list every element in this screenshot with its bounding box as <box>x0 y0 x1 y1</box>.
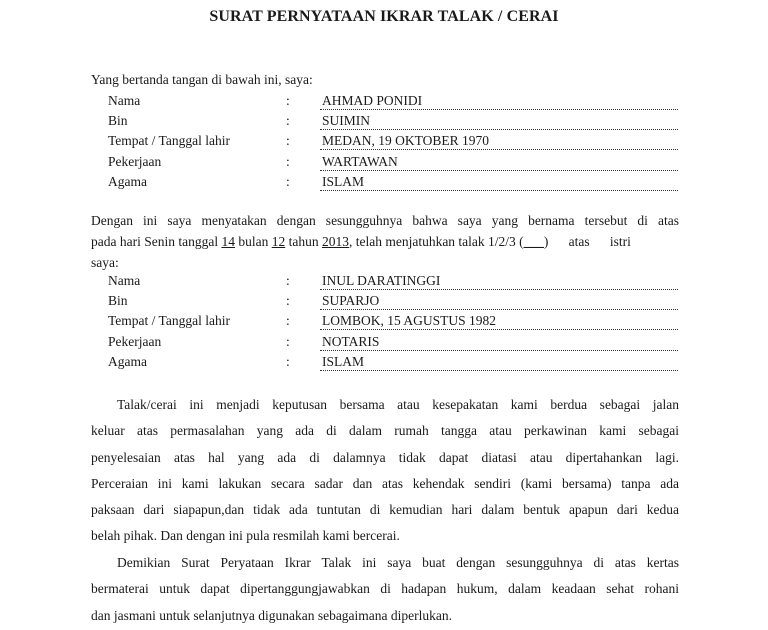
field-colon: : <box>286 173 290 189</box>
field-row-ttl <box>108 133 678 153</box>
field-row-ttl <box>108 313 678 333</box>
dotted-line <box>320 309 678 310</box>
field-colon: : <box>286 133 290 149</box>
body-paragraph-2 <box>91 550 679 629</box>
field-label: Bin <box>108 293 128 309</box>
field-colon: : <box>286 333 290 349</box>
statement-text: ) atas istri <box>543 234 631 249</box>
field-row-agama <box>108 174 678 194</box>
statement-line-1: Dengan ini saya menyatakan dengan sesungguhnya bahwa saya yang bernama tersebut di atas <box>91 213 679 228</box>
husband-religion-value: ISLAM <box>322 173 365 189</box>
paragraph-text: Demikian Surat Peryataan Ikrar Talak ini saya buat dengan sesungguhnya di atas kertas <box>117 555 679 570</box>
dotted-line <box>320 149 678 150</box>
statement-line-2 <box>91 231 679 252</box>
paragraph-line: belah pihak. Dan dengan ini pula resmilah kami bercerai. <box>91 528 400 544</box>
dotted-line <box>320 329 678 330</box>
dotted-line <box>320 109 678 110</box>
field-row-nama <box>108 273 678 293</box>
dotted-line <box>320 350 678 351</box>
husband-job-value: WARTAWAN <box>322 153 398 169</box>
field-label: Pekerjaan <box>108 153 162 169</box>
field-row-nama <box>108 93 678 113</box>
paragraph-line: keluar atas permasalahan yang ada di dalam rumah tangga atau perkawinan kami sebagai <box>91 423 679 439</box>
dotted-line <box>320 289 678 290</box>
intro-text: Yang bertanda tangan di bawah ini, saya: <box>91 72 313 87</box>
field-row-agama <box>108 354 678 374</box>
field-label: Agama <box>108 353 147 369</box>
dotted-line <box>320 370 678 371</box>
dotted-line <box>320 129 678 130</box>
statement-text: , telah menjatuhkan talak 1/2/3 ( <box>348 234 524 249</box>
document-title: SURAT PERNYATAAN IKRAR TALAK / CERAI <box>209 8 559 25</box>
paragraph-text: Talak/cerai ini menjadi keputusan bersama atau kesepakatan kami berdua sebagai jalan <box>117 397 679 412</box>
paragraph-line: bermaterai untuk dapat dipertanggungjawabkan di hadapan hukum, dalam keadaan sehat rohani <box>91 581 679 597</box>
field-colon: : <box>286 353 290 369</box>
field-label: Pekerjaan <box>108 333 162 349</box>
field-colon: : <box>286 113 290 129</box>
field-row-pekerjaan <box>108 154 678 174</box>
statement-paragraph <box>91 210 679 273</box>
day-value: 14 <box>221 234 235 249</box>
field-label: Nama <box>108 93 141 108</box>
field-label: Tempat / Tanggal lahir <box>108 133 230 149</box>
wife-job-value: NOTARIS <box>322 333 380 349</box>
paragraph-line: penyelesaian atas hal yang ada di dalamnya tidak dapat diatasi atau dipertahankan lagi. <box>91 449 679 465</box>
wife-fields <box>108 273 678 374</box>
field-label: Bin <box>108 113 128 129</box>
statement-text: pada hari Senin tanggal <box>91 234 222 249</box>
field-label: Agama <box>108 173 147 189</box>
body-paragraph-1 <box>91 392 679 550</box>
field-colon: : <box>286 153 290 169</box>
husband-birth-value: MEDAN, 19 OKTOBER 1970 <box>322 133 490 149</box>
dotted-line <box>320 170 678 171</box>
paragraph-line: dan jasmani untuk selanjutnya digunakan sebagaimana diperlukan. <box>91 607 453 623</box>
field-row-bin <box>108 113 678 133</box>
paragraph-line <box>91 550 679 576</box>
husband-name-value: AHMAD PONIDI <box>322 93 423 108</box>
statement-text: bulan <box>234 234 272 249</box>
paragraph-line <box>91 392 679 418</box>
field-colon: : <box>286 273 290 288</box>
field-colon: : <box>286 93 290 108</box>
paragraph-line: Perceraian ini kami lakukan secara sadar dan atas kehendak sendiri (kami bersama) tanpa ada <box>91 475 679 491</box>
field-row-bin <box>108 293 678 313</box>
statement-text: tahun <box>285 234 322 249</box>
field-colon: : <box>286 313 290 329</box>
dotted-line <box>320 190 678 191</box>
wife-name-value: INUL DARATINGGI <box>322 273 441 288</box>
field-label: Nama <box>108 273 141 288</box>
wife-bin-value: SUPARJO <box>322 293 380 309</box>
husband-bin-value: SUIMIN <box>322 113 371 129</box>
field-label: Tempat / Tanggal lahir <box>108 313 230 329</box>
wife-religion-value: ISLAM <box>322 353 365 369</box>
statement-line-3: saya: <box>91 255 119 270</box>
month-value: 12 <box>271 234 286 249</box>
wife-birth-value: LOMBOK, 15 AGUSTUS 1982 <box>322 313 497 329</box>
husband-fields <box>108 93 678 194</box>
talak-blank: ___ <box>523 234 544 249</box>
field-colon: : <box>286 293 290 309</box>
paragraph-line: paksaan dari siapapun,dan tidak ada tuntutan di kemudian hari dalam bentuk apapun dari kedua <box>91 502 679 518</box>
year-value: 2013 <box>321 234 349 249</box>
field-row-pekerjaan <box>108 334 678 354</box>
